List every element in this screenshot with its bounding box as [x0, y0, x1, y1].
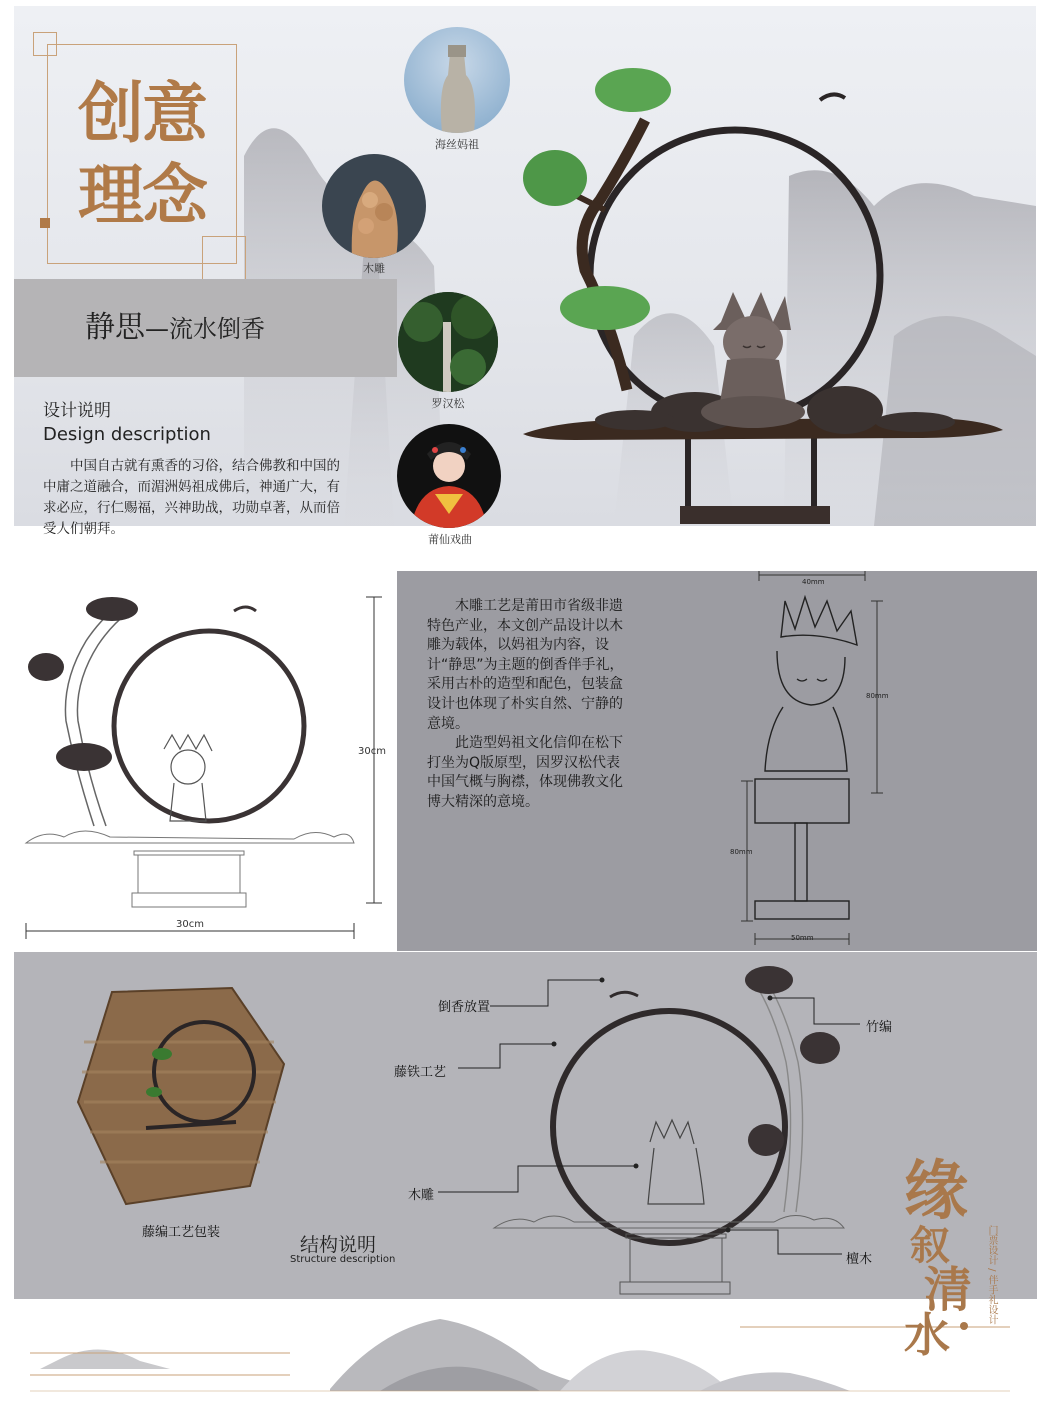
callout-woodcarving: 木雕	[408, 1188, 435, 1203]
product-render	[515, 60, 1015, 530]
structure-drawing	[14, 952, 1037, 1299]
dim-stand: 80mm	[730, 848, 753, 856]
brand-char-4: 水	[904, 1308, 950, 1362]
title-char-3: 理	[78, 156, 144, 234]
brand-char-3: 清	[924, 1262, 973, 1318]
mazu-photo	[404, 27, 510, 133]
caption-opera: 莆仙戏曲	[428, 533, 472, 546]
callout-rattan-iron: 藤铁工艺	[394, 1065, 447, 1080]
woodcarving-photo	[322, 154, 426, 258]
callout-sandalwood: 檀木	[846, 1252, 873, 1267]
dim-base: 50mm	[791, 934, 814, 942]
accent-square	[40, 218, 50, 228]
caption-mazu: 海丝妈祖	[435, 138, 479, 151]
brand-char-2: 叙	[910, 1222, 950, 1269]
brand-dot	[960, 1322, 968, 1330]
dim-top: 40mm	[802, 578, 825, 586]
package-label: 藤编工艺包装	[142, 1225, 221, 1240]
callout-bamboo: 竹编	[866, 1020, 893, 1035]
structure-subtitle: Structure description	[290, 1254, 396, 1265]
caption-woodcarving: 木雕	[363, 262, 385, 275]
design-title: 设计说明	[43, 401, 111, 421]
structure-title: 结构说明	[300, 1234, 377, 1256]
title-char-4: 念	[142, 156, 208, 234]
design-subtitle: Design description	[43, 424, 211, 445]
product-line-drawing	[14, 571, 397, 951]
footer	[0, 1299, 1050, 1400]
dim-height: 30cm	[358, 746, 386, 757]
brand-char-1: 缘	[904, 1154, 968, 1229]
pine-photo	[398, 292, 498, 392]
brand-vertical-text: 门票设计 / 伴手礼设计	[986, 1225, 997, 1325]
banner-main: 静思	[85, 310, 145, 345]
callout-incense-place: 倒香放置	[438, 1000, 491, 1015]
line-drawing-panel	[14, 571, 397, 951]
opera-photo	[397, 424, 501, 528]
dim-head: 80mm	[866, 692, 889, 700]
concept-text	[427, 597, 632, 813]
structure-panel	[14, 952, 1037, 1299]
banner-title	[85, 302, 265, 346]
footer-mountains	[0, 1299, 1050, 1400]
concept-paragraph-1: 木雕工艺是莆田市省级非遗特色产业，本文创产品设计以木雕为载体，以妈祖为内容，设计“静思”为主题的倒香伴手礼，采用古朴的造型和配色，包装盒设计也体现了朴实自然、宁静的意境。	[427, 598, 624, 732]
banner-sub: —流水倒香	[145, 315, 265, 343]
title-char-2: 意	[142, 74, 208, 152]
caption-pine: 罗汉松	[431, 397, 465, 410]
design-body: 中国自古就有熏香的习俗，结合佛教和中国的中庸之道融合，而湄洲妈祖成佛后，神通广大，有求必应，行仁赐福，兴神助战，功勋卓著，从而倍受人们朝拜。	[43, 458, 340, 537]
dim-width: 30cm	[176, 919, 204, 930]
concept-paragraph-2: 此造型妈祖文化信仰在松下打坐为Q版原型，因罗汉松代表中国气概与胸襟，体现佛教文化博大精深的意境。	[427, 735, 623, 810]
frame-corner-bottom	[202, 236, 246, 280]
title-char-1: 创	[78, 74, 144, 152]
